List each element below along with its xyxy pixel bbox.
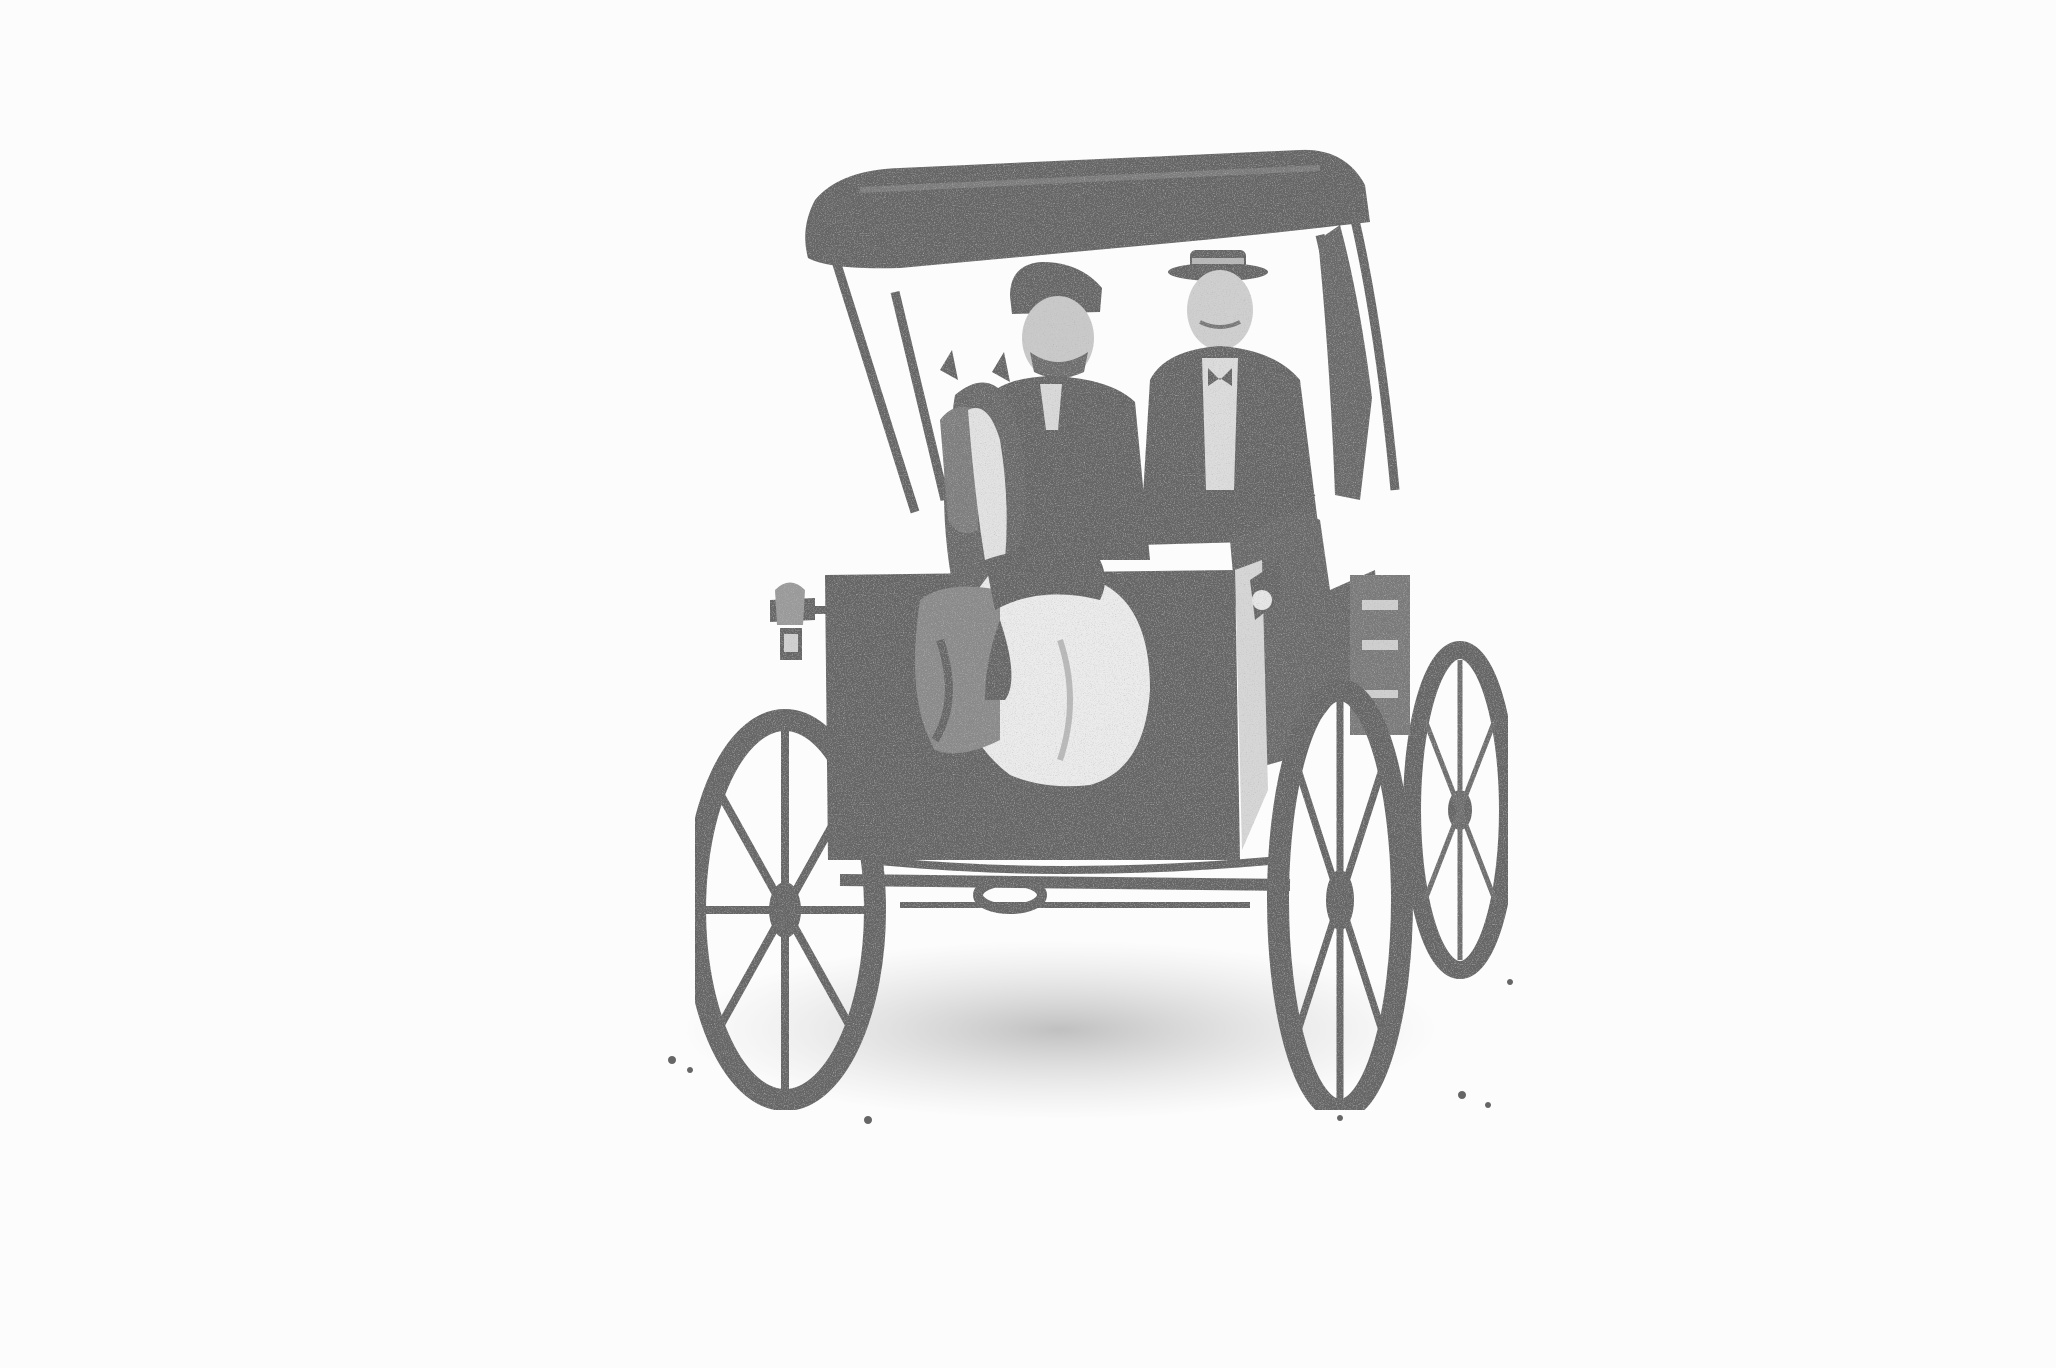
undercarriage: [840, 860, 1290, 909]
passenger-figure: [1140, 250, 1320, 545]
front-right-wheel: [1278, 690, 1402, 1110]
side-lantern: [770, 583, 828, 661]
front-left-wheel: [695, 720, 875, 1100]
rear-right-wheel: [1412, 650, 1508, 970]
